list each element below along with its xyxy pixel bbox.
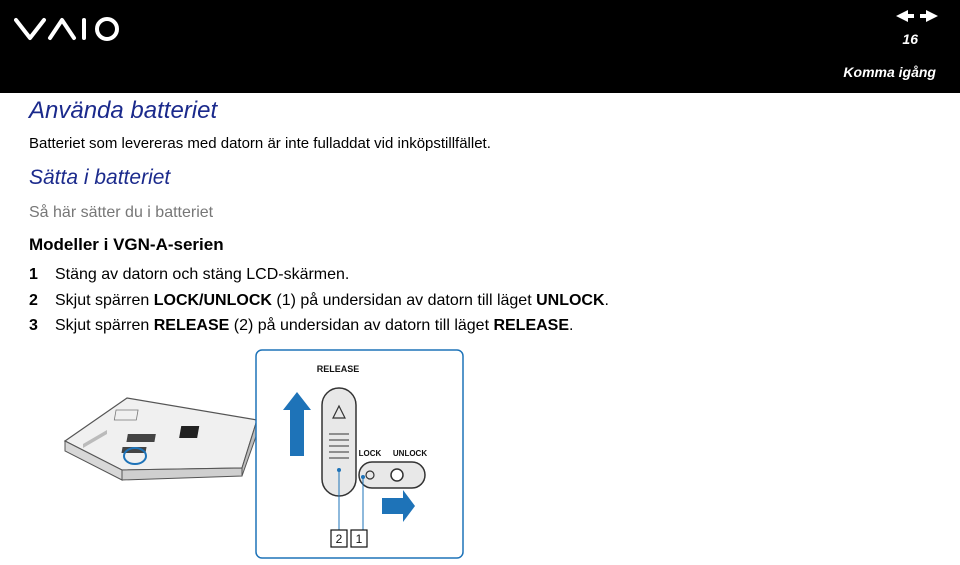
step-2 (29, 292, 609, 310)
step-keyword: RELEASE (153, 317, 230, 334)
unlock-label: UNLOCK (392, 449, 428, 458)
previous-page-icon[interactable] (896, 10, 914, 22)
step-text: . (569, 317, 574, 334)
step-text: Skjut spärren (55, 317, 154, 334)
page-number: 16 (902, 31, 918, 47)
callout-1: 1 (355, 532, 363, 546)
step-number: 1 (29, 266, 38, 283)
page-navigation (896, 10, 938, 22)
step-text: . (604, 292, 609, 309)
procedure-title: Så här sätter du i batteriet (29, 204, 214, 221)
step-keyword: UNLOCK (536, 292, 605, 309)
header-bar (0, 0, 960, 93)
step-text: (1) på undersidan av datorn till läget (271, 292, 537, 309)
lock-label: LOCK (358, 449, 382, 458)
next-page-icon[interactable] (920, 10, 938, 22)
release-label: RELEASE (316, 364, 360, 374)
section-link[interactable]: Komma igång (843, 64, 936, 80)
step-text: Skjut spärren (55, 292, 154, 309)
battery-illustration (47, 348, 467, 560)
section-subtitle: Sätta i batteriet (29, 166, 171, 189)
step-3 (29, 317, 573, 335)
page-title: Använda batteriet (29, 97, 218, 124)
step-number: 2 (29, 292, 38, 309)
step-text: Stäng av datorn och stäng LCD-skärmen. (55, 266, 350, 283)
vaio-logo (14, 16, 124, 42)
step-keyword: RELEASE (493, 317, 570, 334)
laptop-underside (65, 398, 259, 480)
model-heading: Modeller i VGN-A-serien (29, 235, 224, 254)
step-number: 3 (29, 317, 38, 334)
step-keyword: LOCK/UNLOCK (153, 292, 272, 309)
step-text: (2) på undersidan av datorn till läget (229, 317, 494, 334)
intro-text: Batteriet som levereras med datorn är inte fulladdat vid inköpstillfället. (29, 135, 491, 152)
callout-2: 2 (335, 532, 343, 546)
step-1 (29, 266, 349, 284)
